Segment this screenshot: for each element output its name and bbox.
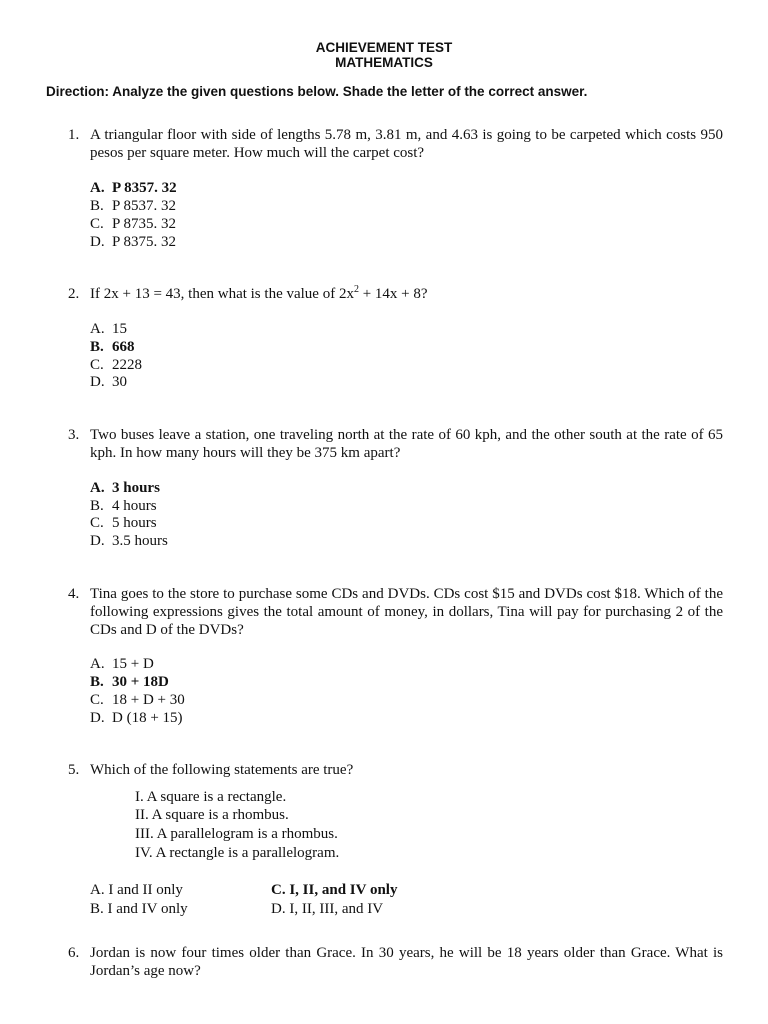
question-number: 6. xyxy=(68,945,80,961)
option-text: 30 xyxy=(112,374,127,390)
question-2 xyxy=(68,285,723,303)
question-text: If 2x + 13 = 43, then what is the value of $2x^2 + 14x + 8$? xyxy=(90,284,428,302)
option-1c[interactable] xyxy=(90,215,176,233)
option-3b[interactable] xyxy=(90,497,157,515)
option-text: D (18 + 15) xyxy=(112,710,183,726)
option-letter: D. xyxy=(90,533,105,549)
question-number: 4. xyxy=(68,586,80,602)
option-3c[interactable] xyxy=(90,514,157,532)
option-text: 5 hours xyxy=(112,515,157,531)
option-text: 30 + 18D xyxy=(112,674,169,690)
option-1d[interactable] xyxy=(90,233,176,251)
option-text: 3.5 hours xyxy=(112,533,168,549)
option-letter: D. xyxy=(90,374,105,390)
option-letter: A. xyxy=(90,480,105,496)
option-2a[interactable] xyxy=(90,320,127,338)
option-letter: A. xyxy=(90,882,105,898)
option-letter: D. xyxy=(90,710,105,726)
option-letter: B. xyxy=(90,901,104,917)
option-text: I and II only xyxy=(108,882,183,898)
option-4c[interactable] xyxy=(90,691,185,709)
option-letter: D. xyxy=(90,234,105,250)
option-text: 4 hours xyxy=(112,498,157,514)
test-title: ACHIEVEMENT TEST xyxy=(315,40,453,55)
option-1a[interactable] xyxy=(90,179,177,197)
option-5d[interactable] xyxy=(271,900,383,918)
option-letter: D. xyxy=(271,901,286,917)
option-letter: A. xyxy=(90,656,105,672)
option-letter: C. xyxy=(90,216,104,232)
subject-title: MATHEMATICS xyxy=(335,55,433,70)
option-letter: B. xyxy=(90,674,104,690)
question-number: 1. xyxy=(68,127,80,143)
question-number: 5. xyxy=(68,762,80,778)
option-2b[interactable] xyxy=(90,338,135,356)
question-text: Which of the following statements are true? xyxy=(90,762,354,778)
option-text: 15 + D xyxy=(112,656,154,672)
statement-4: IV. A rectangle is a parallelogram. xyxy=(135,845,340,861)
question-4 xyxy=(68,585,723,639)
question-text: Tina goes to the store to purchase some CDs and DVDs. CDs cost $15 and DVDs cost $18. Which of the following expressions gives the total amount of money, in dollars, Tina will pay for purchasing 2 of the CDs and D of the DVDs? xyxy=(90,586,723,638)
question-text: Two buses leave a station, one traveling north at the rate of 60 kph, and the other south at the rate of 65 kph. In how many hours will they be 375 km apart? xyxy=(90,427,723,461)
option-letter: B. xyxy=(90,198,104,214)
question-5 xyxy=(68,761,723,779)
question-text: A triangular floor with side of lengths 5.78 m, 3.81 m, and 4.63 is going to be carpeted which costs 950 pesos per square meter. How much will the carpet cost? xyxy=(90,127,723,161)
statement-1: I. A square is a rectangle. xyxy=(135,789,287,805)
question-number: 2. xyxy=(68,286,80,302)
option-3a[interactable] xyxy=(90,479,160,497)
option-text: I, II, III, and IV xyxy=(289,901,384,917)
statement-2: II. A square is a rhombus. xyxy=(135,807,289,823)
option-text: 15 xyxy=(112,321,127,337)
option-letter: A. xyxy=(90,180,105,196)
option-text: 2228 xyxy=(112,357,142,373)
option-letter: C. xyxy=(90,515,104,531)
option-3d[interactable] xyxy=(90,532,168,550)
option-5b[interactable] xyxy=(90,900,188,918)
statement-3: III. A parallelogram is a rhombus. xyxy=(135,826,338,842)
option-4a[interactable] xyxy=(90,655,154,673)
option-text: P 8375. 32 xyxy=(112,234,177,250)
question-6 xyxy=(68,944,723,980)
question-number: 3. xyxy=(68,427,80,443)
option-text: P 8537. 32 xyxy=(112,198,177,214)
question-text: Jordan is now four times older than Grace. In 30 years, he will be 18 years older than Grace. What is Jordan’s age now? xyxy=(90,945,723,979)
option-text: 18 + D + 30 xyxy=(112,692,185,708)
option-text: P 8735. 32 xyxy=(112,216,177,232)
option-letter: B. xyxy=(90,498,104,514)
option-4d[interactable] xyxy=(90,709,183,727)
option-4b[interactable] xyxy=(90,673,169,691)
option-text: I, II, and IV only xyxy=(289,882,398,898)
option-text: I and IV only xyxy=(107,901,188,917)
option-1b[interactable] xyxy=(90,197,176,215)
option-letter: C. xyxy=(90,692,104,708)
option-letter: A. xyxy=(90,321,105,337)
option-text: 668 xyxy=(112,339,135,355)
option-text: 3 hours xyxy=(112,480,160,496)
directions: Direction: Analyze the given questions below. Shade the letter of the correct answer. xyxy=(46,84,588,99)
option-letter: B. xyxy=(90,339,104,355)
option-5c[interactable] xyxy=(271,881,397,899)
option-2c[interactable] xyxy=(90,356,142,374)
question-3 xyxy=(68,426,723,462)
option-text: P 8357. 32 xyxy=(112,180,177,196)
option-letter: C. xyxy=(271,882,286,898)
option-2d[interactable] xyxy=(90,373,127,391)
option-letter: C. xyxy=(90,357,104,373)
question-1 xyxy=(68,126,723,162)
option-5a[interactable] xyxy=(90,881,183,899)
